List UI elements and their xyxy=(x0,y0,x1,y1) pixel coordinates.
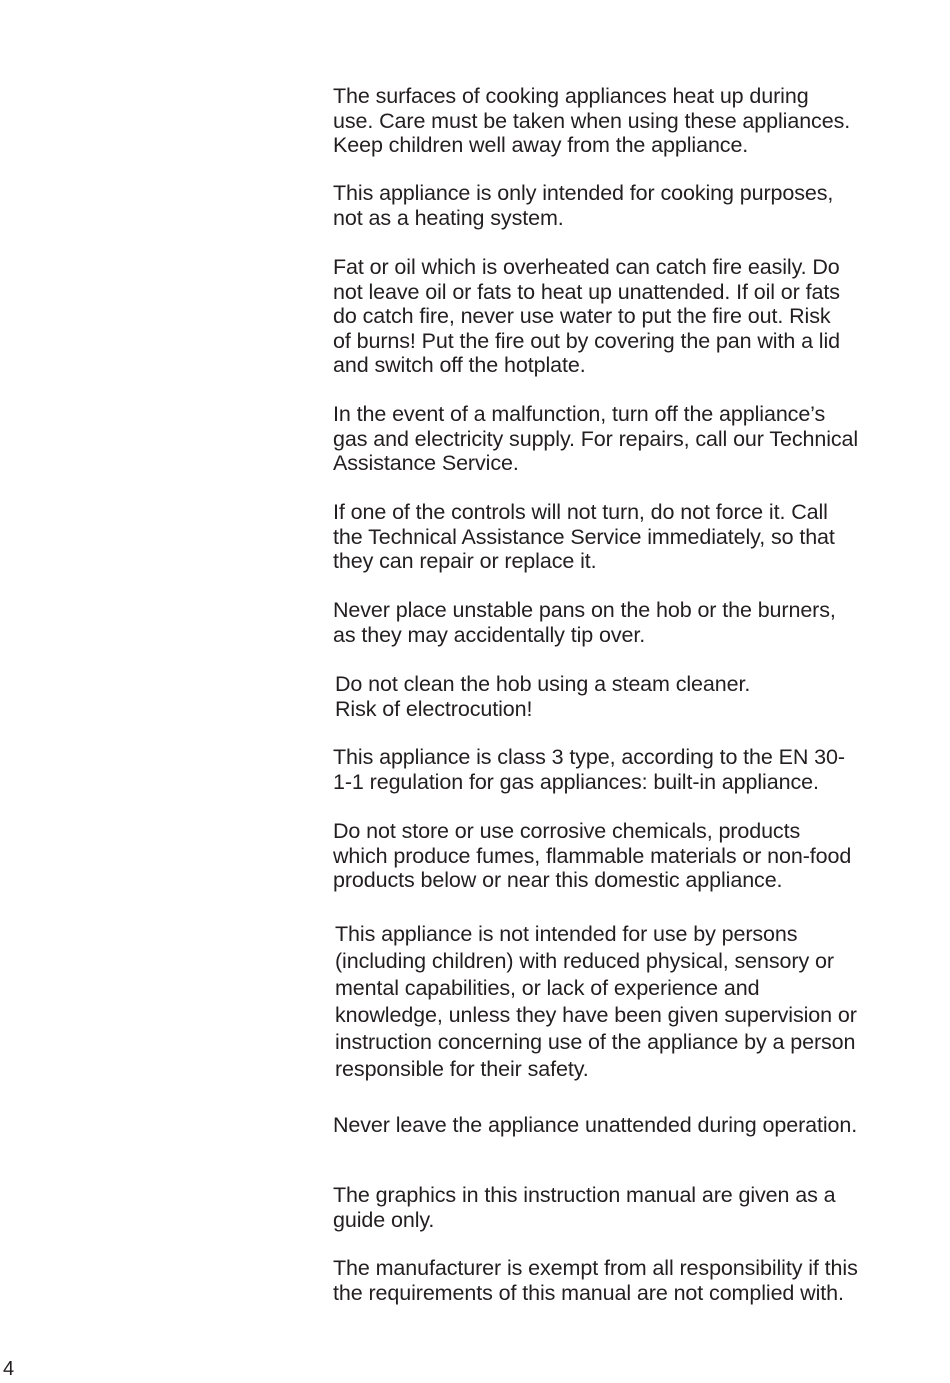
safety-paragraph-cooking-only: This appliance is only intended for cooking purposes, not as a heating system. xyxy=(333,181,834,230)
safety-paragraph-unstable-pans: Never place unstable pans on the hob or the burners, as they may accidentally tip over. xyxy=(333,598,836,647)
safety-paragraph-class-type: This appliance is class 3 type, according to the EN 30- 1-1 regulation for gas appliances: built-in appliance. xyxy=(333,745,845,794)
safety-paragraph-malfunction: In the event of a malfunction, turn off the appliance’s gas and electricity supply. For repairs, call our Technical Assistance Service. xyxy=(333,402,859,475)
safety-paragraph-chemicals: Do not store or use corrosive chemicals, products which produce fumes, flammable materials or non-food products below or near this domestic appliance. xyxy=(333,819,852,892)
safety-paragraph-manufacturer: The manufacturer is exempt from all responsibility if this the requirements of this manual are not complied with. xyxy=(333,1256,858,1305)
safety-paragraph-hot-surfaces: The surfaces of cooking appliances heat up during use. Care must be taken when using these appliances. Keep children well away from the appliance. xyxy=(333,84,851,157)
safety-paragraph-persons: This appliance is not intended for use by persons (including children) with reduced physical, sensory or mental capabilities, or lack of experience and knowledge, unless they have been given supervision or instruction concerning use of the appliance by a person responsible for their safety. xyxy=(335,922,857,1081)
safety-paragraph-fat-fire: Fat or oil which is overheated can catch fire easily. Do not leave oil or fats to heat up unattended. If oil or fats do catch fire, never use water to put the fire out. Risk of burns! Put the fire out by covering the pan with a lid and switch off the hotplate. xyxy=(333,255,841,377)
safety-paragraph-controls: If one of the controls will not turn, do not force it. Call the Technical Assistance Service immediately, so that they can repair or replace it. xyxy=(333,500,835,573)
safety-paragraph-steam-cleaner: Do not clean the hob using a steam cleaner. Risk of electrocution! xyxy=(335,672,751,721)
safety-paragraph-graphics: The graphics in this instruction manual are given as a guide only. xyxy=(333,1183,836,1232)
page-number: 4 xyxy=(3,1358,15,1380)
safety-paragraph-unattended: Never leave the appliance unattended during operation. xyxy=(333,1113,858,1137)
